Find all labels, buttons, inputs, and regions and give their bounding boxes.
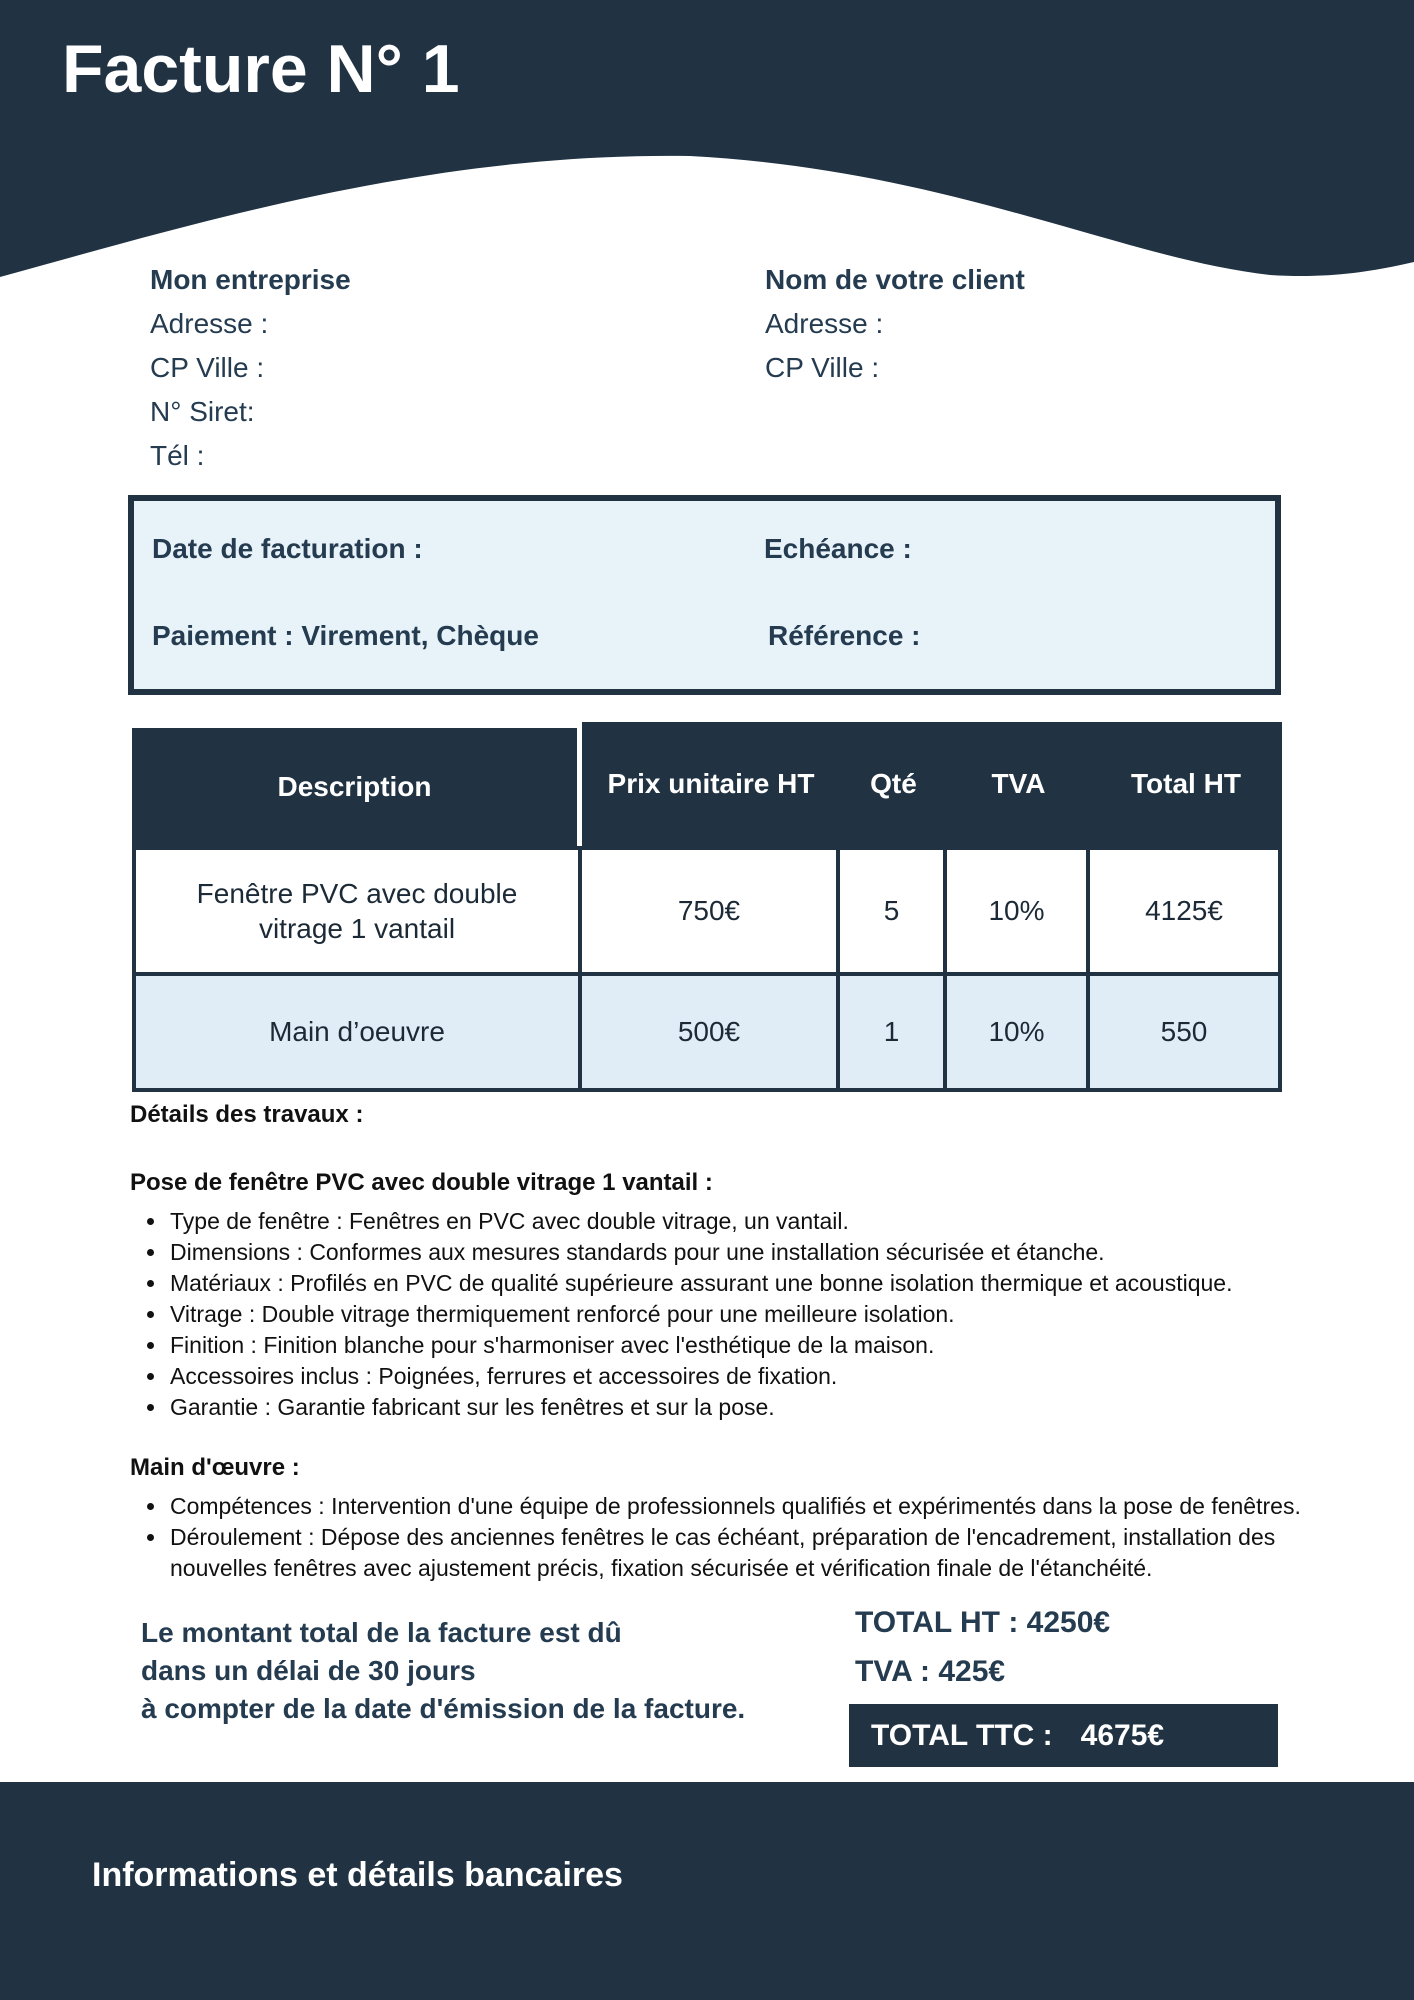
row1-total-ht: 4125€ [1090,846,1282,972]
company-block [150,258,351,478]
row1-qty: 5 [840,846,947,972]
row2-unit-price: 500€ [582,972,840,1092]
client-city-label: CP Ville : [765,352,880,383]
page-title: Facture N° 1 [62,31,460,107]
total-tva: TVA : 425€ [855,1655,1006,1688]
total-ht: TOTAL HT : 4250€ [855,1606,1111,1639]
row2-total-ht: 550 [1090,972,1282,1092]
list-item: Accessoires inclus : Poignées, ferrures et accessoires de fixation. [130,1361,1310,1392]
header-description: Description [132,722,582,846]
section2-title: Main d'œuvre : [130,1454,300,1481]
invoice-meta-box [128,495,1281,695]
row1-description [132,846,582,972]
terms-line: Le montant total de la facture est dû [141,1617,622,1648]
list-item: Vitrage : Double vitrage thermiquement renforcé pour une meilleure isolation. [130,1299,1310,1330]
company-address-label: Adresse : [150,308,269,339]
list-item: Matériaux : Profilés en PVC de qualité supérieure assurant une bonne isolation thermique et acoustique. [130,1268,1310,1299]
payment-method-label: Paiement : Virement, Chèque [152,620,539,651]
work-details-section [130,1101,1310,1584]
client-name: Nom de votre client [765,264,1025,295]
header-tva: TVA [947,722,1090,846]
row1-description-text: Fenêtre PVC avec double vitrage 1 vantail [196,878,518,944]
company-siret-label: N° Siret: [150,396,255,427]
header-total-ht: Total HT [1090,722,1282,846]
section1-bullet-list [130,1206,1310,1423]
list-item: Déroulement : Dépose des anciennes fenêtres le cas échéant, préparation de l'encadrement, installation des nouvelles fenêtres avec ajustement précis, fixation sécurisée et vérification finale de l'étanchéité. [130,1522,1310,1584]
items-table [132,722,1282,1092]
section2-bullet-list [130,1491,1310,1584]
row2-description: Main d’oeuvre [132,972,582,1092]
table-row [132,972,1282,1092]
due-date-label: Echéance : [764,533,912,564]
row1-unit-price: 750€ [582,846,840,972]
header-unit-price: Prix unitaire HT [582,722,840,846]
footer-title: Informations et détails bancaires [92,1856,623,1894]
table-header-row [132,722,1282,846]
list-item: Finition : Finition blanche pour s'harmoniser avec l'esthétique de la maison. [130,1330,1310,1361]
details-heading: Détails des travaux : [130,1101,364,1128]
row1-tva: 10% [947,846,1090,972]
terms-line: à compter de la date d'émission de la facture. [141,1693,746,1724]
footer-band [0,1782,1414,2000]
company-name: Mon entreprise [150,264,351,295]
client-address-label: Adresse : [765,308,884,339]
terms-line: dans un délai de 30 jours [141,1655,476,1686]
header-qty: Qté [840,722,947,846]
total-ttc-value: 4675€ [1080,1718,1165,1752]
total-ttc-label: TOTAL TTC : [871,1718,1053,1752]
table-row [132,846,1282,972]
section1-title: Pose de fenêtre PVC avec double vitrage 1 vantail : [130,1169,713,1196]
row2-qty: 1 [840,972,947,1092]
payment-terms [141,1614,745,1728]
company-city-label: CP Ville : [150,352,265,383]
client-block [765,258,1025,390]
reference-label: Référence : [768,620,921,651]
company-phone-label: Tél : [150,440,205,471]
list-item: Dimensions : Conformes aux mesures standards pour une installation sécurisée et étanche. [130,1237,1310,1268]
list-item: Type de fenêtre : Fenêtres en PVC avec double vitrage, un vantail. [130,1206,1310,1237]
list-item: Compétences : Intervention d'une équipe de professionnels qualifiés et expérimentés dans la pose de fenêtres. [130,1491,1310,1522]
billing-date-label: Date de facturation : [152,533,423,564]
row2-tva: 10% [947,972,1090,1092]
list-item: Garantie : Garantie fabricant sur les fenêtres et sur la pose. [130,1392,1310,1423]
total-ttc-box [849,1704,1278,1767]
